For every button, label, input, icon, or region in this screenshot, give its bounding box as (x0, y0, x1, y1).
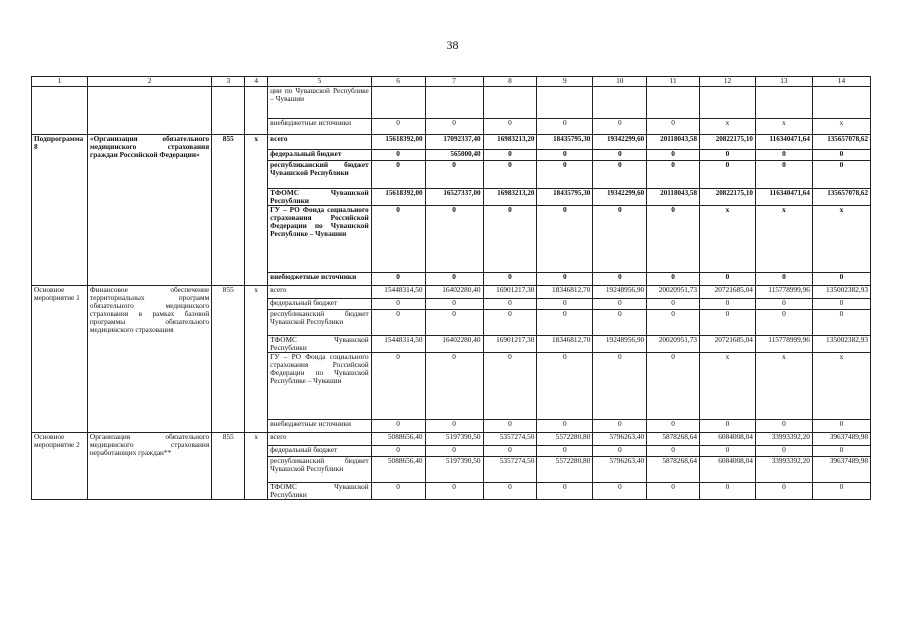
value-cell: 0 (647, 150, 700, 161)
value-cell: 0 (371, 420, 425, 433)
funding-source-cell: внебюджетные источники (268, 273, 372, 286)
value-cell: 5878268,64 (647, 433, 700, 446)
value-cell: 0 (700, 161, 756, 189)
value-cell: 16901217,30 (483, 336, 537, 353)
value-cell: 5088656,40 (371, 457, 425, 483)
value-cell: 0 (371, 299, 425, 310)
value-cell: 115778999,96 (755, 336, 812, 353)
value-cell: 33993392,20 (755, 433, 812, 446)
funding-source-cell: всего (268, 286, 372, 299)
value-cell: х (700, 353, 756, 420)
value-cell: 0 (537, 150, 593, 161)
value-cell: 16983213,20 (483, 189, 537, 206)
value-cell: 0 (537, 299, 593, 310)
value-cell: 0 (593, 119, 647, 135)
value-cell (483, 87, 537, 119)
value-cell: 0 (537, 161, 593, 189)
value-cell: 0 (812, 161, 870, 189)
value-cell: 0 (593, 353, 647, 420)
value-cell: 0 (425, 299, 483, 310)
value-cell: 16527337,00 (425, 189, 483, 206)
funding-source-cell: внебюджетные источники (268, 119, 372, 135)
row-group-code: 855 (212, 433, 245, 500)
table-row (32, 286, 871, 299)
value-cell: 0 (371, 310, 425, 336)
value-cell: 0 (483, 299, 537, 310)
value-cell: 0 (812, 150, 870, 161)
column-header-6: 6 (371, 77, 425, 87)
value-cell: 0 (425, 353, 483, 420)
value-cell: 0 (593, 273, 647, 286)
row-group-description: «Организация обязательного медицинского страхования граждан Российской Федерации» (87, 135, 211, 286)
value-cell: 0 (483, 119, 537, 135)
column-header-5: 5 (268, 77, 372, 87)
value-cell: 19342299,60 (593, 189, 647, 206)
value-cell: 0 (537, 206, 593, 273)
value-cell: 0 (755, 310, 812, 336)
funding-source-cell: федеральный бюджет (268, 299, 372, 310)
value-cell: 0 (425, 483, 483, 500)
value-cell: х (812, 119, 870, 135)
value-cell: 0 (537, 273, 593, 286)
value-cell: х (700, 206, 756, 273)
table-row (32, 135, 871, 150)
value-cell: 0 (647, 299, 700, 310)
value-cell: 0 (483, 420, 537, 433)
value-cell: 0 (371, 273, 425, 286)
value-cell: х (812, 353, 870, 420)
column-header-7: 7 (425, 77, 483, 87)
value-cell: 0 (537, 446, 593, 457)
table-header-row (32, 77, 871, 87)
value-cell: 0 (537, 420, 593, 433)
value-cell: 5197390,50 (425, 433, 483, 446)
value-cell: 39637489,98 (812, 433, 870, 446)
value-cell: 0 (371, 446, 425, 457)
value-cell: х (812, 206, 870, 273)
value-cell: 0 (483, 150, 537, 161)
value-cell: 0 (425, 420, 483, 433)
value-cell: 5197390,50 (425, 457, 483, 483)
value-cell: 0 (700, 299, 756, 310)
value-cell: 0 (593, 161, 647, 189)
value-cell: 0 (647, 483, 700, 500)
value-cell: 5796263,40 (593, 433, 647, 446)
value-cell: 5572280,80 (537, 433, 593, 446)
value-cell: 5357274,50 (483, 457, 537, 483)
value-cell: 0 (812, 310, 870, 336)
column-header-14: 14 (812, 77, 870, 87)
column-header-3: 3 (212, 77, 245, 87)
funding-source-cell: внебюджетные источники (268, 420, 372, 433)
value-cell: 0 (483, 310, 537, 336)
value-cell: 0 (483, 161, 537, 189)
value-cell: 6084008,04 (700, 433, 756, 446)
row-group-label (32, 87, 88, 135)
value-cell (647, 87, 700, 119)
row-group-label: Основное мероприятие 1 (32, 286, 88, 433)
value-cell: 39637489,98 (812, 457, 870, 483)
value-cell: 16901217,30 (483, 286, 537, 299)
value-cell: 0 (425, 161, 483, 189)
row-group-description: Организация обязательного медицинского страхования неработающих граждан** (87, 433, 211, 500)
column-header-10: 10 (593, 77, 647, 87)
value-cell: 0 (483, 446, 537, 457)
value-cell: 19342299,60 (593, 135, 647, 150)
value-cell: 0 (483, 483, 537, 500)
value-cell: 0 (371, 353, 425, 420)
value-cell: 0 (755, 161, 812, 189)
value-cell: 16402280,40 (425, 336, 483, 353)
column-header-13: 13 (755, 77, 812, 87)
value-cell: 0 (647, 206, 700, 273)
value-cell: 0 (755, 299, 812, 310)
value-cell: 5357274,50 (483, 433, 537, 446)
value-cell: 0 (593, 206, 647, 273)
value-cell: 0 (537, 310, 593, 336)
value-cell (755, 87, 812, 119)
value-cell (371, 87, 425, 119)
value-cell: 0 (425, 119, 483, 135)
value-cell: 0 (700, 420, 756, 433)
value-cell: 0 (812, 483, 870, 500)
value-cell: 20020951,73 (647, 336, 700, 353)
value-cell: 0 (812, 299, 870, 310)
value-cell: 0 (593, 310, 647, 336)
value-cell: 0 (537, 119, 593, 135)
value-cell: 15448314,50 (371, 336, 425, 353)
value-cell: 0 (537, 483, 593, 500)
funding-source-cell: ТФОМС Чувашской Республики (268, 336, 372, 353)
value-cell: 0 (700, 273, 756, 286)
value-cell (425, 87, 483, 119)
funding-source-cell: ГУ – РО Фонда социального страхования Российской Федерации по Чувашской Республике – Чувашии (268, 353, 372, 420)
value-cell: 18346812,70 (537, 286, 593, 299)
value-cell: 0 (647, 446, 700, 457)
value-cell: 0 (425, 446, 483, 457)
value-cell: х (700, 119, 756, 135)
value-cell (537, 87, 593, 119)
value-cell: 0 (425, 206, 483, 273)
budget-table (31, 76, 871, 500)
funding-source-cell: всего (268, 433, 372, 446)
value-cell (593, 87, 647, 119)
value-cell: 0 (593, 299, 647, 310)
value-cell: 0 (700, 310, 756, 336)
value-cell: 0 (371, 119, 425, 135)
value-cell: 20020951,73 (647, 286, 700, 299)
value-cell: 0 (755, 420, 812, 433)
value-cell: 19248956,90 (593, 286, 647, 299)
value-cell: 18346812,70 (537, 336, 593, 353)
value-cell: 0 (755, 483, 812, 500)
value-cell: 135657078,62 (812, 189, 870, 206)
value-cell: 15618392,00 (371, 135, 425, 150)
value-cell: 0 (647, 161, 700, 189)
value-cell: 115778999,96 (755, 286, 812, 299)
row-group-code (212, 87, 245, 135)
row-group-mark (245, 87, 268, 135)
value-cell: 5572280,80 (537, 457, 593, 483)
funding-source-cell: республиканский бюджет Чувашской Республики (268, 457, 372, 483)
value-cell: 0 (371, 206, 425, 273)
value-cell: 20822175,10 (700, 135, 756, 150)
row-group-code: 855 (212, 135, 245, 286)
value-cell: 20822175,10 (700, 189, 756, 206)
value-cell: 0 (593, 446, 647, 457)
value-cell (812, 87, 870, 119)
value-cell: 0 (700, 483, 756, 500)
value-cell: 5878268,64 (647, 457, 700, 483)
value-cell: 116340471,64 (755, 135, 812, 150)
value-cell: 0 (483, 206, 537, 273)
row-group-label: Подпрограмма 8 (32, 135, 88, 286)
value-cell: 135002382,93 (812, 336, 870, 353)
value-cell: 16402280,40 (425, 286, 483, 299)
value-cell: 0 (593, 483, 647, 500)
value-cell: 5088656,40 (371, 433, 425, 446)
funding-source-cell: ции по Чувашской Республике – Чувашии (268, 87, 372, 119)
value-cell: 0 (371, 161, 425, 189)
value-cell: 135002382,93 (812, 286, 870, 299)
value-cell: х (755, 119, 812, 135)
value-cell: 17092337,40 (425, 135, 483, 150)
value-cell: 18435795,30 (537, 135, 593, 150)
page-number: 38 (446, 38, 459, 52)
row-group-mark: х (245, 135, 268, 286)
column-header-1: 1 (32, 77, 88, 87)
value-cell: 20118043,58 (647, 189, 700, 206)
value-cell: 0 (812, 446, 870, 457)
row-group-code: 855 (212, 286, 245, 433)
column-header-9: 9 (537, 77, 593, 87)
value-cell: х (755, 353, 812, 420)
funding-source-cell: федеральный бюджет (268, 150, 372, 161)
value-cell: 0 (700, 446, 756, 457)
funding-source-cell: федеральный бюджет (268, 446, 372, 457)
column-header-8: 8 (483, 77, 537, 87)
value-cell: 0 (755, 273, 812, 286)
value-cell: 0 (647, 119, 700, 135)
value-cell: 0 (647, 273, 700, 286)
value-cell: 135657078,62 (812, 135, 870, 150)
value-cell: 0 (755, 446, 812, 457)
funding-source-cell: ГУ – РО Фонда социального страхования Российской Федерации по Чувашской Республике – Чувашии (268, 206, 372, 273)
value-cell: 0 (647, 353, 700, 420)
value-cell: 0 (755, 150, 812, 161)
value-cell: 19248956,90 (593, 336, 647, 353)
value-cell: 0 (425, 273, 483, 286)
row-group-mark: х (245, 433, 268, 500)
value-cell: 0 (812, 420, 870, 433)
table-body (32, 87, 871, 500)
value-cell: 5796263,40 (593, 457, 647, 483)
value-cell: 0 (647, 310, 700, 336)
value-cell: 0 (593, 150, 647, 161)
value-cell: 0 (700, 150, 756, 161)
value-cell: 33993392,20 (755, 457, 812, 483)
funding-source-cell: республиканский бюджет Чувашской Республики (268, 161, 372, 189)
value-cell: 20721685,04 (700, 336, 756, 353)
row-group-description: Финансовое обеспечение территориальных программ обязательного медицинского страхования в рамках базовой программы обязательного медицинского страхования (87, 286, 211, 433)
value-cell: 18435795,30 (537, 189, 593, 206)
value-cell: 15448314,50 (371, 286, 425, 299)
table-row (32, 87, 871, 119)
value-cell: 15618392,00 (371, 189, 425, 206)
row-group-mark: х (245, 286, 268, 433)
column-header-11: 11 (647, 77, 700, 87)
value-cell: 6084008,04 (700, 457, 756, 483)
value-cell: 0 (425, 310, 483, 336)
column-header-2: 2 (87, 77, 211, 87)
value-cell: х (755, 206, 812, 273)
value-cell: 0 (537, 353, 593, 420)
value-cell: 116340471,64 (755, 189, 812, 206)
value-cell: 0 (812, 273, 870, 286)
value-cell: 0 (483, 353, 537, 420)
funding-source-cell: республиканский бюджет Чувашской Республики (268, 310, 372, 336)
row-group-label: Основное мероприятие 2 (32, 433, 88, 500)
value-cell: 0 (647, 420, 700, 433)
value-cell: 0 (593, 420, 647, 433)
funding-source-cell: всего (268, 135, 372, 150)
value-cell: 0 (483, 273, 537, 286)
value-cell: 20721685,04 (700, 286, 756, 299)
column-header-12: 12 (700, 77, 756, 87)
value-cell (700, 87, 756, 119)
funding-source-cell: ТФОМС Чувашской Республики (268, 483, 372, 500)
value-cell: 565000,40 (425, 150, 483, 161)
table-row (32, 433, 871, 446)
column-header-4: 4 (245, 77, 268, 87)
value-cell: 16983213,20 (483, 135, 537, 150)
row-group-description (87, 87, 211, 135)
value-cell: 0 (371, 150, 425, 161)
value-cell: 20118043,58 (647, 135, 700, 150)
funding-source-cell: ТФОМС Чувашской Республики (268, 189, 372, 206)
value-cell: 0 (371, 483, 425, 500)
